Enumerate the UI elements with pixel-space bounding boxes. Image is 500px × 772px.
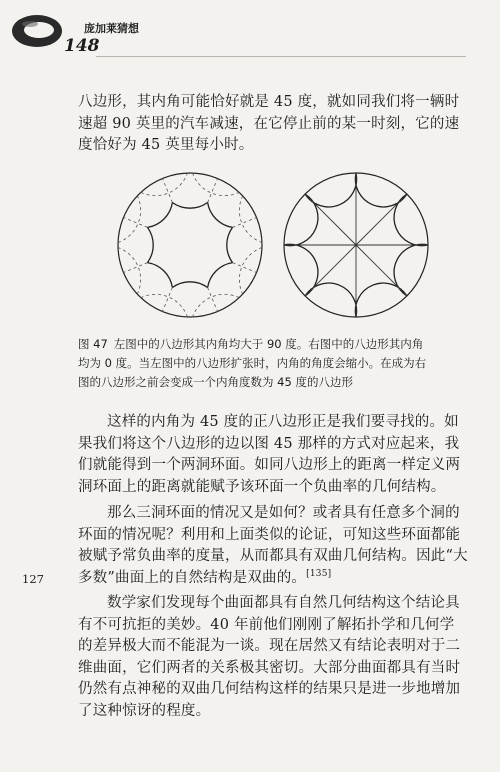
octagon-side bbox=[148, 263, 173, 288]
octagon-side bbox=[172, 203, 207, 209]
page-number: 148 bbox=[64, 36, 100, 56]
caption-line-3: 图的八边形之前会变成一个内角度数为 45 度的八边形 bbox=[78, 375, 353, 389]
continuation-arc bbox=[118, 196, 141, 243]
continuation-arc bbox=[239, 196, 262, 243]
paragraph-4: 数学家们发现每个曲面都具有自然几何结构这个结论具有不可抗拒的美妙。40 年前他们刚刚了解拓扑学和几何学的差异极大而不能混为一谈。现在居然又有结论表明对于二维曲面，它们两者的关系极其密切。大部分曲面都具有当时仍然有点神秘的双曲几何结构这样的结果只是进一步地增加了这种惊讶的程度。 bbox=[78, 595, 461, 719]
radial-spoke bbox=[356, 245, 407, 296]
extension-dash bbox=[123, 263, 147, 273]
continuation-arc bbox=[239, 248, 262, 295]
radial-spoke bbox=[305, 194, 356, 245]
figure-right-octagon bbox=[281, 170, 431, 320]
original-page-marker: 127 bbox=[22, 572, 44, 586]
figure-left-octagon bbox=[115, 170, 265, 320]
running-head-title: 庞加莱猜想 bbox=[84, 22, 139, 35]
continuation-arc bbox=[193, 173, 240, 196]
continuation-arc bbox=[141, 294, 188, 317]
continuation-arc bbox=[118, 248, 141, 295]
caption-label: 图 47 bbox=[78, 337, 108, 351]
caption-line-2: 均为 0 度。当左图中的八边形扩张时，内角的角度会缩小。在成为右 bbox=[78, 356, 427, 370]
octagon-side bbox=[208, 203, 233, 228]
ring-logo-icon bbox=[8, 10, 66, 52]
footnote-reference: [135] bbox=[306, 568, 332, 579]
radial-spoke bbox=[356, 194, 407, 245]
octagon-side bbox=[208, 263, 233, 288]
extension-dash bbox=[208, 287, 218, 311]
header-divider bbox=[96, 56, 466, 57]
radial-spoke bbox=[305, 245, 356, 296]
caption-line-1: 左图中的八边形其内角均大于 90 度。右图中的八边形其内角 bbox=[113, 337, 424, 351]
paragraph-3 bbox=[78, 503, 468, 589]
paragraph-3-text: 那么三洞环面的情况又是如何？或者具有任意多个洞的环面的情况呢？利用和上面类似的论证，可知这些环面都能被赋予常负曲率的度量，从而都具有双曲几何结构。因此“大多数”曲面上的自然结构是双曲的。 bbox=[78, 505, 468, 586]
octagon-side bbox=[148, 203, 173, 228]
extension-dash bbox=[208, 178, 218, 202]
extension-dash bbox=[123, 217, 147, 227]
paragraph-1: 八边形，其内角可能恰好就是 45 度，就如同我们将一辆时速超 90 英里的汽车减速，在它停止前的某一时刻，它的速度恰好为 45 英里每小时。 bbox=[78, 94, 460, 153]
octagon-side bbox=[148, 227, 154, 262]
continuation-arc bbox=[141, 173, 188, 196]
paragraph-2: 这样的内角为 45 度的正八边形正是我们要寻找的。如果我们将这个八边形的边以图 45 那样的方式对应起来，我们就能得到一个两洞环面。如同八边形上的距离一样定义两洞环面上的距离就能赋予该环面一个负曲率的几何结构。 bbox=[78, 414, 461, 495]
extension-dash bbox=[232, 263, 256, 273]
octagon-side bbox=[227, 227, 233, 262]
extension-dash bbox=[162, 287, 172, 311]
octagon-side bbox=[172, 282, 207, 288]
figure-caption bbox=[78, 335, 466, 392]
extension-dash bbox=[162, 178, 172, 202]
extension-dash bbox=[232, 217, 256, 227]
continuation-arc bbox=[193, 294, 240, 317]
